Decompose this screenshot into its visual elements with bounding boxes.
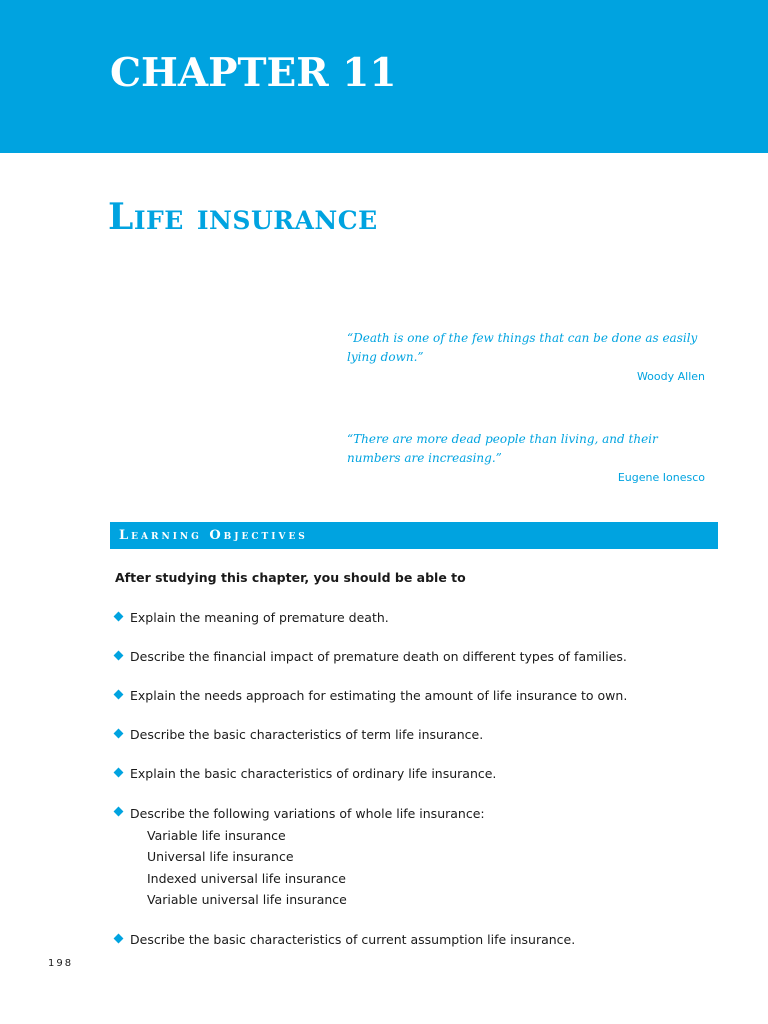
objectives-list [114,608,714,969]
quote-block [347,329,705,384]
objectives-intro: After studying this chapter, you should be able to [115,570,466,585]
objective-text: Explain the basic characteristics of ordinary life insurance. [130,766,497,781]
diamond-bullet-icon [114,807,124,817]
objective-text: Describe the basic characteristics of term life insurance. [130,727,484,742]
page-number: 198 [48,958,74,969]
diamond-bullet-icon [114,612,124,622]
list-item [114,725,714,744]
diamond-bullet-icon [114,933,124,943]
quote-block [347,430,705,485]
list-item [114,608,714,627]
quote-author: Eugene Ionesco [617,471,705,484]
objective-text: Describe the basic characteristics of current assumption life insurance. [130,931,576,947]
diamond-bullet-icon [114,651,124,661]
list-item [114,930,714,949]
objective-text: Describe the financial impact of premature death on different types of families. [130,649,627,664]
list-item [114,764,714,783]
list-item [114,686,714,705]
quote-author: Woody Allen [636,370,705,383]
learning-objectives-heading: Learning Objectives [110,522,718,549]
quote-text: “There are more dead people than living, and their numbers are increasing.” [347,432,658,465]
list-item [114,647,714,666]
section-title: Life insurance [108,196,378,238]
quote-text: “Death is one of the few things that can be done as easily lying down.” [347,331,698,364]
objective-text: Explain the meaning of premature death. [130,610,389,625]
diamond-bullet-icon [114,729,124,739]
objective-text: Explain the needs approach for estimating the amount of life insurance to own. [130,688,628,703]
diamond-bullet-icon [114,690,124,700]
chapter-banner [0,0,768,153]
sub-list-item: Universal life insurance [147,849,294,864]
objective-text: Describe the following variations of whole life insurance: [130,806,485,821]
sub-list-item: Variable universal life insurance [147,892,347,907]
sub-list-item: Indexed universal life insurance [147,870,346,886]
sub-list-item: Variable life insurance [147,827,286,843]
list-item [114,803,714,911]
chapter-title: CHAPTER 11 [110,50,397,96]
diamond-bullet-icon [114,768,124,778]
